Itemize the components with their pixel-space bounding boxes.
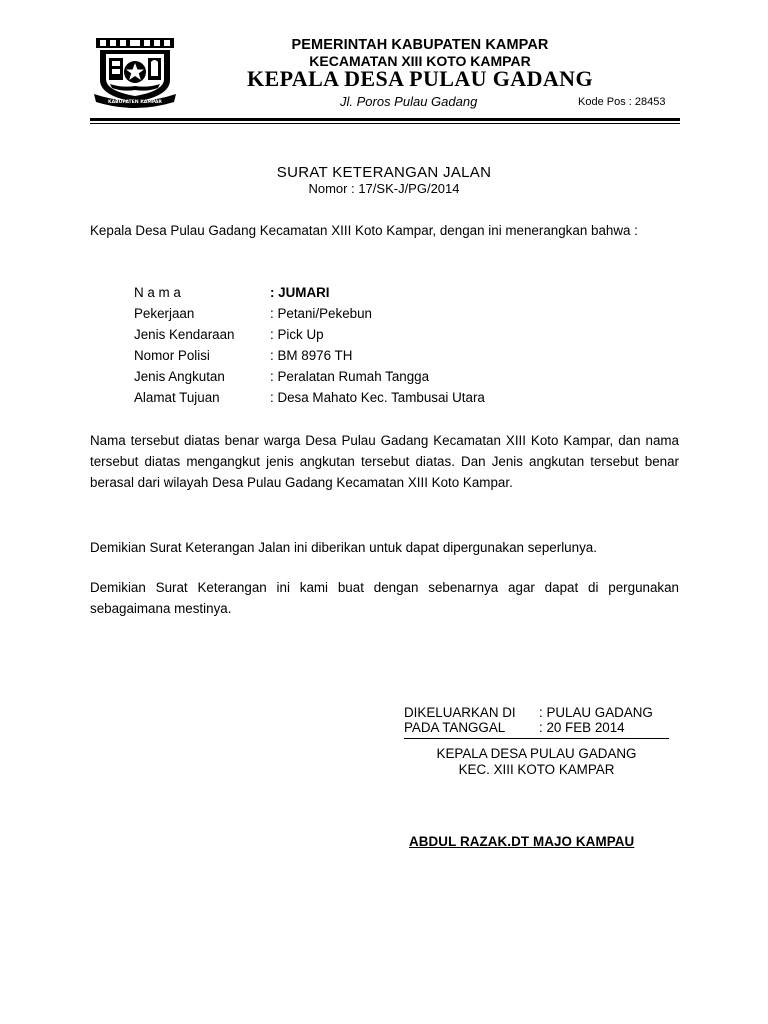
field-label: Alamat Tujuan [134, 390, 220, 405]
field-label: Pekerjaan [134, 306, 195, 321]
signatory-position-line1: KEPALA DESA PULAU GADANG [436, 746, 637, 761]
closing-paragraph-1: Demikian Surat Keterangan Jalan ini diberikan untuk dapat dipergunakan seperlunya. [90, 540, 597, 555]
statement-paragraph: Nama tersebut diatas benar warga Desa Pulau Gadang Kecamatan XIII Koto Kampar, dan nama tersebut diatas mengangkut jenis angkutan tersebut diatas. Dan Jenis angkutan tersebut benar berasal dari wilayah Desa Pulau Gadang Kecamatan XIII Koto Kampar. [90, 433, 679, 490]
field-value: : JUMARI [270, 285, 330, 300]
field-label: Jenis Kendaraan [134, 327, 235, 342]
issue-date-value: : 20 FEB 2014 [539, 720, 625, 735]
document-title: SURAT KETERANGAN JALAN [276, 164, 492, 181]
issued-at-label: DIKELUARKAN DI [404, 705, 516, 720]
field-value: : Petani/Pekebun [270, 306, 372, 321]
svg-text:KABUPATEN KAMPAR: KABUPATEN KAMPAR [108, 100, 162, 105]
field-value: : Pick Up [270, 327, 324, 342]
letterhead-title: KEPALA DESA PULAU GADANG [247, 66, 593, 91]
issued-at-value: : PULAU GADANG [539, 705, 653, 720]
signatory-name: ABDUL RAZAK.DT MAJO KAMPAU [409, 834, 635, 849]
field-label: Nomor Polisi [134, 348, 210, 363]
field-label: Jenis Angkutan [134, 369, 225, 384]
letterhead-district-line: KECAMATAN XIII KOTO KAMPAR [309, 53, 531, 69]
issue-date-label: PADA TANGGAL [404, 720, 506, 735]
signatory-position-line2: KEC. XIII KOTO KAMPAR [458, 762, 615, 777]
letterhead-address: Jl. Poros Pulau Gadang [340, 94, 478, 109]
signature-divider [404, 738, 669, 739]
field-value: : BM 8976 TH [270, 348, 353, 363]
field-value: : Peralatan Rumah Tangga [270, 369, 430, 384]
closing-paragraph-2: Demikian Surat Keterangan ini kami buat dengan sebenarnya agar dapat di pergunakan sebagaimana mestinya. [90, 580, 679, 616]
intro-paragraph: Kepala Desa Pulau Gadang Kecamatan XIII Koto Kampar, dengan ini menerangkan bahwa : [90, 223, 638, 238]
field-label: N a m a [134, 285, 181, 300]
letterhead-postal-code: Kode Pos : 28453 [578, 96, 666, 108]
letterhead-government-line: PEMERINTAH KABUPATEN KAMPAR [291, 37, 549, 53]
letterhead-divider-thick [90, 118, 680, 121]
document-number: Nomor : 17/SK-J/PG/2014 [308, 181, 460, 196]
letterhead-divider-thin [90, 123, 680, 124]
field-value: : Desa Mahato Kec. Tambusai Utara [270, 390, 485, 405]
kampar-regency-logo [92, 36, 178, 108]
